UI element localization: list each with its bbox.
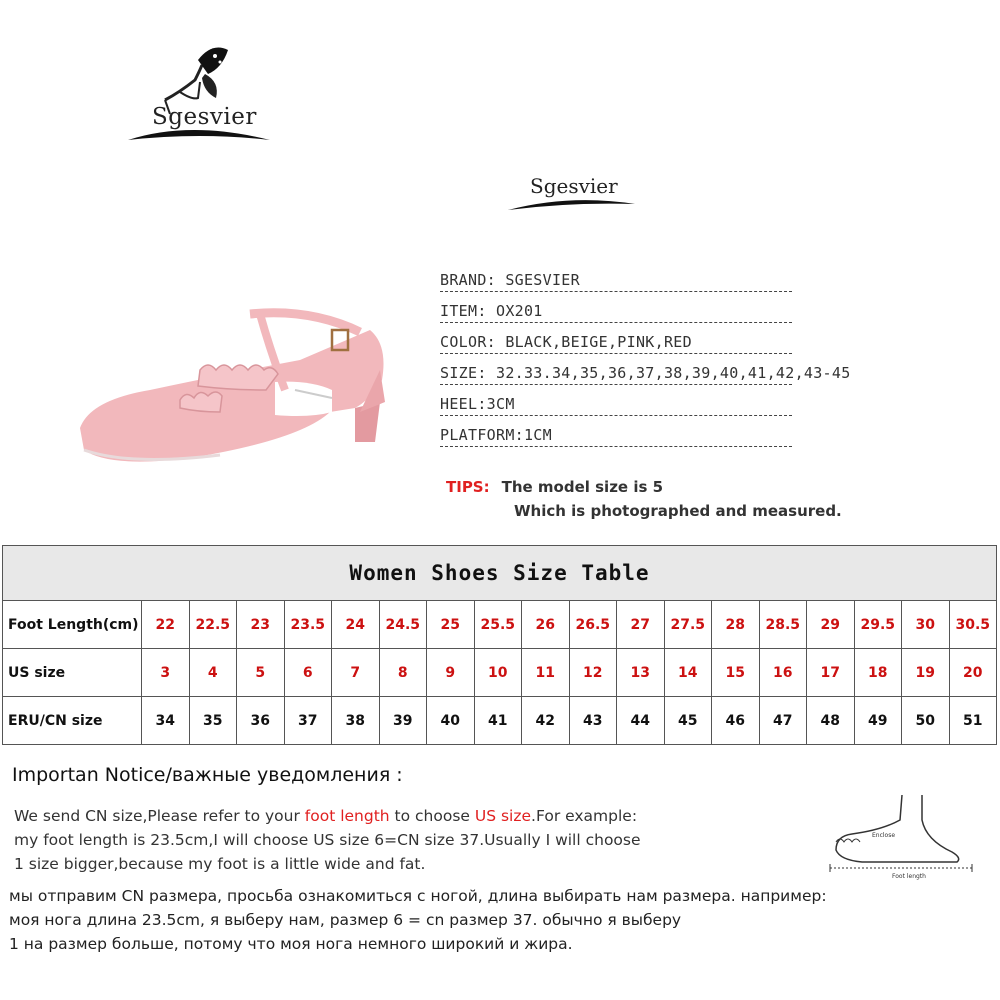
size-table-cell: 35 bbox=[189, 697, 237, 745]
size-table-row-header: Foot Length(cm) bbox=[3, 601, 142, 649]
foot-measure-diagram bbox=[822, 790, 982, 880]
size-table-cell: 4 bbox=[189, 649, 237, 697]
size-table-cell: 43 bbox=[569, 697, 617, 745]
notice-ru-line-1: мы отправим CN размера, просьба ознакомиться с ногой, длина выбирать нам размера. например: bbox=[9, 887, 827, 905]
size-table-row-header: ERU/CN size bbox=[3, 697, 142, 745]
tips-line-2: Which is photographed and measured. bbox=[514, 502, 842, 520]
spec-brand: BRAND: SGESVIER bbox=[440, 268, 860, 299]
size-table-cell: 51 bbox=[949, 697, 997, 745]
size-table-cell: 48 bbox=[807, 697, 855, 745]
size-table-cell: 14 bbox=[664, 649, 712, 697]
size-table-cell: 13 bbox=[617, 649, 665, 697]
size-table-cell: 18 bbox=[854, 649, 902, 697]
spec-item: ITEM: OX201 bbox=[440, 299, 860, 330]
size-table-title: Women Shoes Size Table bbox=[3, 546, 997, 601]
size-table-cell: 11 bbox=[522, 649, 570, 697]
brand-logo-text: Sgesvier bbox=[152, 104, 257, 130]
spec-platform: PLATFORM:1CM bbox=[440, 423, 860, 454]
size-table-cell: 36 bbox=[237, 697, 285, 745]
size-table-row-header: US size bbox=[3, 649, 142, 697]
size-table-cell: 24.5 bbox=[379, 601, 427, 649]
size-table-cell: 3 bbox=[142, 649, 190, 697]
size-table-cell: 37 bbox=[284, 697, 332, 745]
notice-en-line-1 bbox=[14, 804, 641, 828]
product-shoe-image bbox=[70, 290, 410, 470]
notice-en-highlight-foot-length: foot length bbox=[304, 807, 390, 825]
size-table-cell: 39 bbox=[379, 697, 427, 745]
size-table-cell: 47 bbox=[759, 697, 807, 745]
size-table-cell: 27 bbox=[617, 601, 665, 649]
brand-logo-secondary bbox=[500, 170, 640, 220]
spec-size: SIZE: 32.33.34,35,36,37,38,39,40,41,42,43-45 bbox=[440, 361, 860, 392]
size-table-cell: 42 bbox=[522, 697, 570, 745]
spec-list bbox=[440, 268, 860, 454]
size-table-cell: 38 bbox=[332, 697, 380, 745]
size-table-cell: 30.5 bbox=[949, 601, 997, 649]
size-table-cell: 27.5 bbox=[664, 601, 712, 649]
notice-english bbox=[14, 804, 641, 876]
size-table-cell: 24 bbox=[332, 601, 380, 649]
size-table-row bbox=[3, 697, 997, 745]
size-table-cell: 23 bbox=[237, 601, 285, 649]
notice-en-text: .For example: bbox=[531, 807, 638, 825]
brand-logo-text-secondary: Sgesvier bbox=[530, 174, 618, 198]
notice-ru-line-2: моя нога длина 23.5cm, я выберу нам, размер 6 = cn размер 37. обычно я выберу bbox=[9, 911, 682, 929]
size-table-cell: 30 bbox=[902, 601, 950, 649]
notice-title: Importan Notice/важные уведомления : bbox=[12, 764, 403, 786]
size-table-cell: 41 bbox=[474, 697, 522, 745]
size-table-cell: 29.5 bbox=[854, 601, 902, 649]
size-table-cell: 25 bbox=[427, 601, 475, 649]
size-table-cell: 23.5 bbox=[284, 601, 332, 649]
size-table-cell: 44 bbox=[617, 697, 665, 745]
notice-en-line-3: 1 size bigger,because my foot is a little wide and fat. bbox=[14, 855, 426, 873]
notice-en-highlight-us-size: US size bbox=[474, 807, 532, 825]
butterfly-heel-icon bbox=[120, 40, 285, 160]
size-table-row bbox=[3, 601, 997, 649]
size-table-cell: 22.5 bbox=[189, 601, 237, 649]
size-table-row bbox=[3, 649, 997, 697]
size-table-cell: 34 bbox=[142, 697, 190, 745]
size-table-cell: 25.5 bbox=[474, 601, 522, 649]
size-table-cell: 17 bbox=[807, 649, 855, 697]
size-table-cell: 7 bbox=[332, 649, 380, 697]
size-table-cell: 26 bbox=[522, 601, 570, 649]
size-table-cell: 8 bbox=[379, 649, 427, 697]
size-table-cell: 19 bbox=[902, 649, 950, 697]
size-table-cell: 22 bbox=[142, 601, 190, 649]
size-table-cell: 28 bbox=[712, 601, 760, 649]
size-table-cell: 10 bbox=[474, 649, 522, 697]
notice-en-line-2: my foot length is 23.5cm,I will choose US size 6=CN size 37.Usually I will choose bbox=[14, 831, 641, 849]
notice-ru-line-3: 1 на размер больше, потому что моя нога немного широкий и жира. bbox=[9, 935, 573, 953]
tips-line-1: The model size is 5 bbox=[501, 478, 664, 496]
size-table-cell: 50 bbox=[902, 697, 950, 745]
notice-en-text: We send CN size,Please refer to your bbox=[14, 807, 305, 825]
size-table-cell: 12 bbox=[569, 649, 617, 697]
spec-color: COLOR: BLACK,BEIGE,PINK,RED bbox=[440, 330, 860, 361]
foot-label-length: Foot length bbox=[892, 873, 926, 880]
size-table-cell: 46 bbox=[712, 697, 760, 745]
size-table-cell: 49 bbox=[854, 697, 902, 745]
size-table-cell: 26.5 bbox=[569, 601, 617, 649]
size-table bbox=[2, 545, 997, 745]
size-table-cell: 16 bbox=[759, 649, 807, 697]
notice-russian bbox=[9, 884, 827, 956]
size-table-cell: 40 bbox=[427, 697, 475, 745]
foot-label-enclose: Enclose bbox=[872, 832, 896, 839]
tips-label: TIPS: bbox=[446, 478, 490, 496]
size-table-cell: 45 bbox=[664, 697, 712, 745]
spec-heel: HEEL:3CM bbox=[440, 392, 860, 423]
brand-logo-main bbox=[120, 40, 285, 160]
foot-icon bbox=[822, 790, 982, 880]
size-table-cell: 28.5 bbox=[759, 601, 807, 649]
size-table-cell: 5 bbox=[237, 649, 285, 697]
notice-en-text: to choose bbox=[389, 807, 475, 825]
size-table-cell: 29 bbox=[807, 601, 855, 649]
size-table-cell: 20 bbox=[949, 649, 997, 697]
size-table-cell: 15 bbox=[712, 649, 760, 697]
size-table-cell: 9 bbox=[427, 649, 475, 697]
tips-block bbox=[446, 478, 842, 520]
size-table-cell: 6 bbox=[284, 649, 332, 697]
